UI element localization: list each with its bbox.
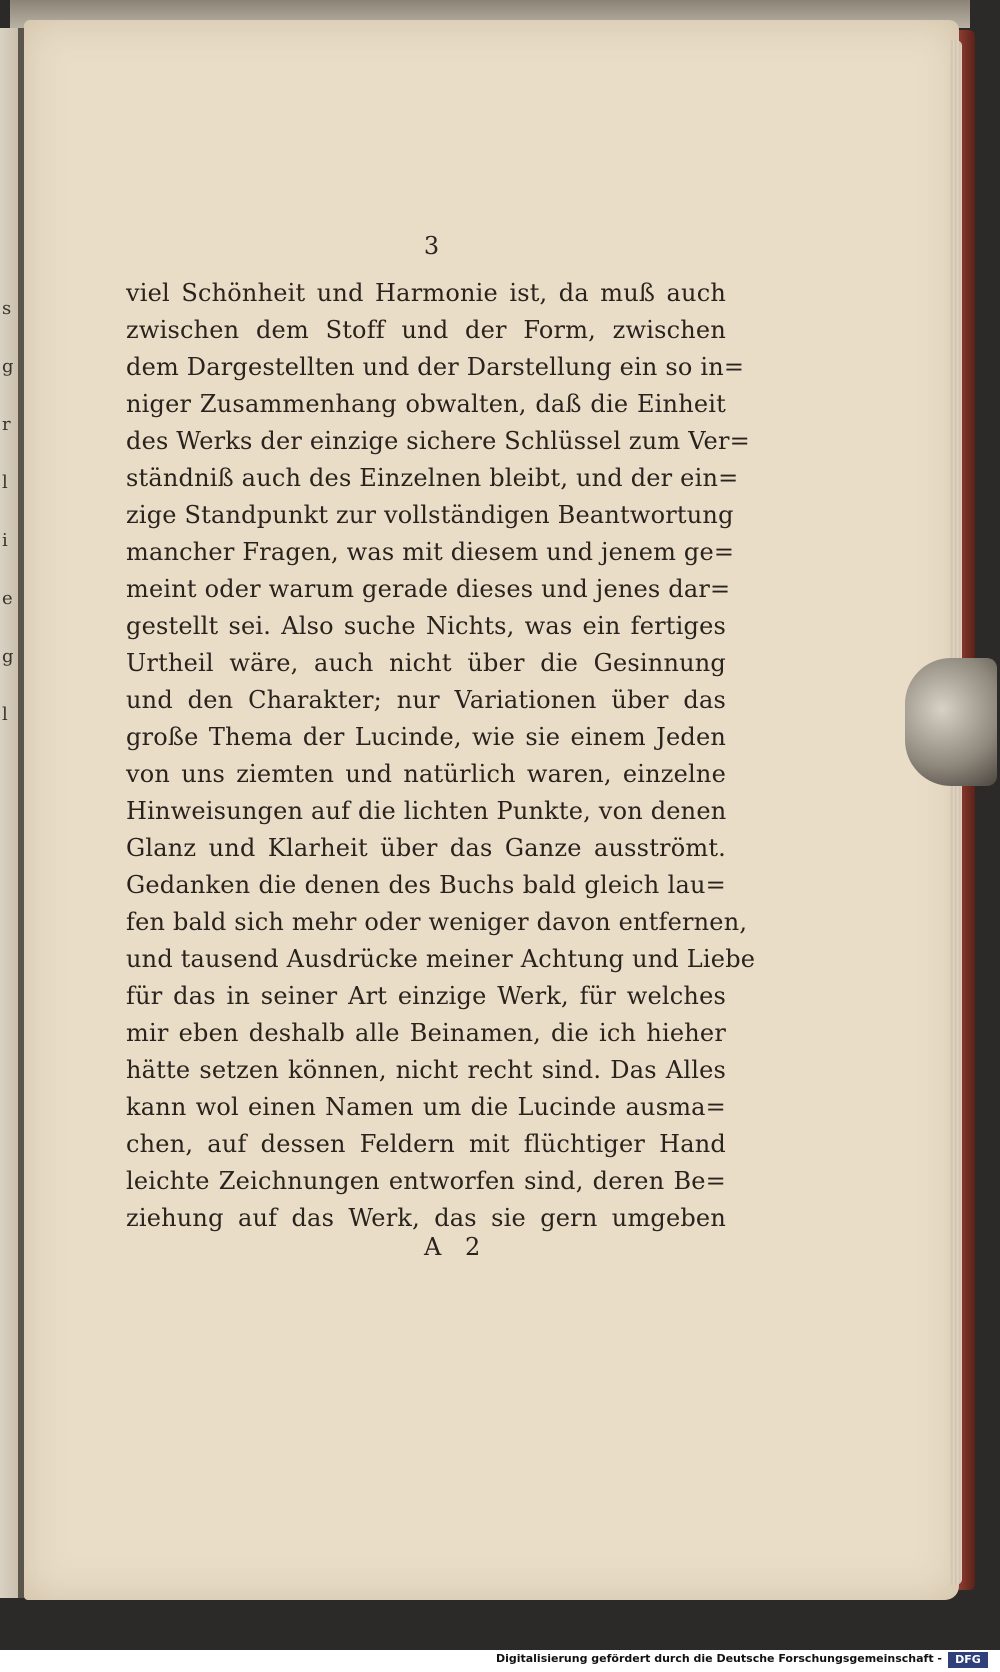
dfg-logo: DFG xyxy=(948,1652,988,1668)
margin-glyph: e xyxy=(2,588,13,609)
text-line: große Thema der Lucinde, wie sie einem Jeden xyxy=(126,723,726,751)
page-number: 3 xyxy=(423,232,440,260)
text-line: hätte setzen können, nicht recht sind. Das Alles xyxy=(126,1056,726,1084)
margin-glyph: g xyxy=(2,646,14,667)
text-line: ständniß auch des Einzelnen bleibt, und der ein= xyxy=(126,464,739,492)
text-line: mir eben deshalb alle Beinamen, die ich hieher xyxy=(126,1019,726,1047)
text-line: ziehung auf das Werk, das sie gern umgeben xyxy=(126,1204,726,1232)
book-page xyxy=(24,20,959,1600)
text-line: niger Zusammenhang obwalten, daß die Einheit xyxy=(126,390,726,418)
margin-glyph: s xyxy=(2,298,12,319)
text-line: und den Charakter; nur Variationen über das xyxy=(126,686,726,714)
page-stack-edge xyxy=(950,40,962,1585)
text-line: Urtheil wäre, auch nicht über die Gesinnung xyxy=(126,649,726,677)
text-line: leichte Zeichnungen entworfen sind, deren Be= xyxy=(126,1167,726,1195)
text-line: mancher Fragen, was mit diesem und jenem ge= xyxy=(126,538,735,566)
book-clasp xyxy=(905,658,997,786)
text-line: des Werks der einzige sichere Schlüssel zum Ver= xyxy=(126,427,750,455)
margin-glyph: i xyxy=(2,530,8,551)
text-line: meint oder warum gerade dieses und jenes dar= xyxy=(126,575,731,603)
text-line: Gedanken die denen des Buchs bald gleich lau= xyxy=(126,871,726,899)
text-line: und tausend Ausdrücke meiner Achtung und Liebe xyxy=(126,945,756,973)
funding-credit: Digitalisierung gefördert durch die Deutsche Forschungsgemeinschaft - xyxy=(495,1652,942,1665)
margin-glyph: r xyxy=(2,414,11,435)
text-line: zwischen dem Stoff und der Form, zwischen xyxy=(126,316,726,344)
margin-glyph: l xyxy=(2,472,8,493)
margin-glyph: g xyxy=(2,356,14,377)
text-line: dem Dargestellten und der Darstellung ein so in= xyxy=(126,353,745,381)
text-line: für das in seiner Art einzige Werk, für welches xyxy=(126,982,726,1010)
text-line: zige Standpunkt zur vollständigen Beantwortung xyxy=(126,501,734,529)
text-line: Glanz und Klarheit über das Ganze ausströmt. xyxy=(126,834,726,862)
text-line: Hinweisungen auf die lichten Punkte, von denen xyxy=(126,797,727,825)
facing-page-fragments xyxy=(2,280,22,744)
text-line: viel Schönheit und Harmonie ist, da muß auch xyxy=(126,279,726,307)
text-line: chen, auf dessen Feldern mit flüchtiger Hand xyxy=(126,1130,726,1158)
text-line: fen bald sich mehr oder weniger davon entfernen, xyxy=(126,908,748,936)
text-line: gestellt sei. Also suche Nichts, was ein fertiges xyxy=(126,612,726,640)
margin-glyph: l xyxy=(2,704,8,725)
text-line: von uns ziemten und natürlich waren, einzelne xyxy=(126,760,726,788)
page-text xyxy=(126,275,756,1237)
text-line: kann wol einen Namen um die Lucinde ausma= xyxy=(126,1093,726,1121)
signature-mark: A 2 xyxy=(424,1233,489,1261)
